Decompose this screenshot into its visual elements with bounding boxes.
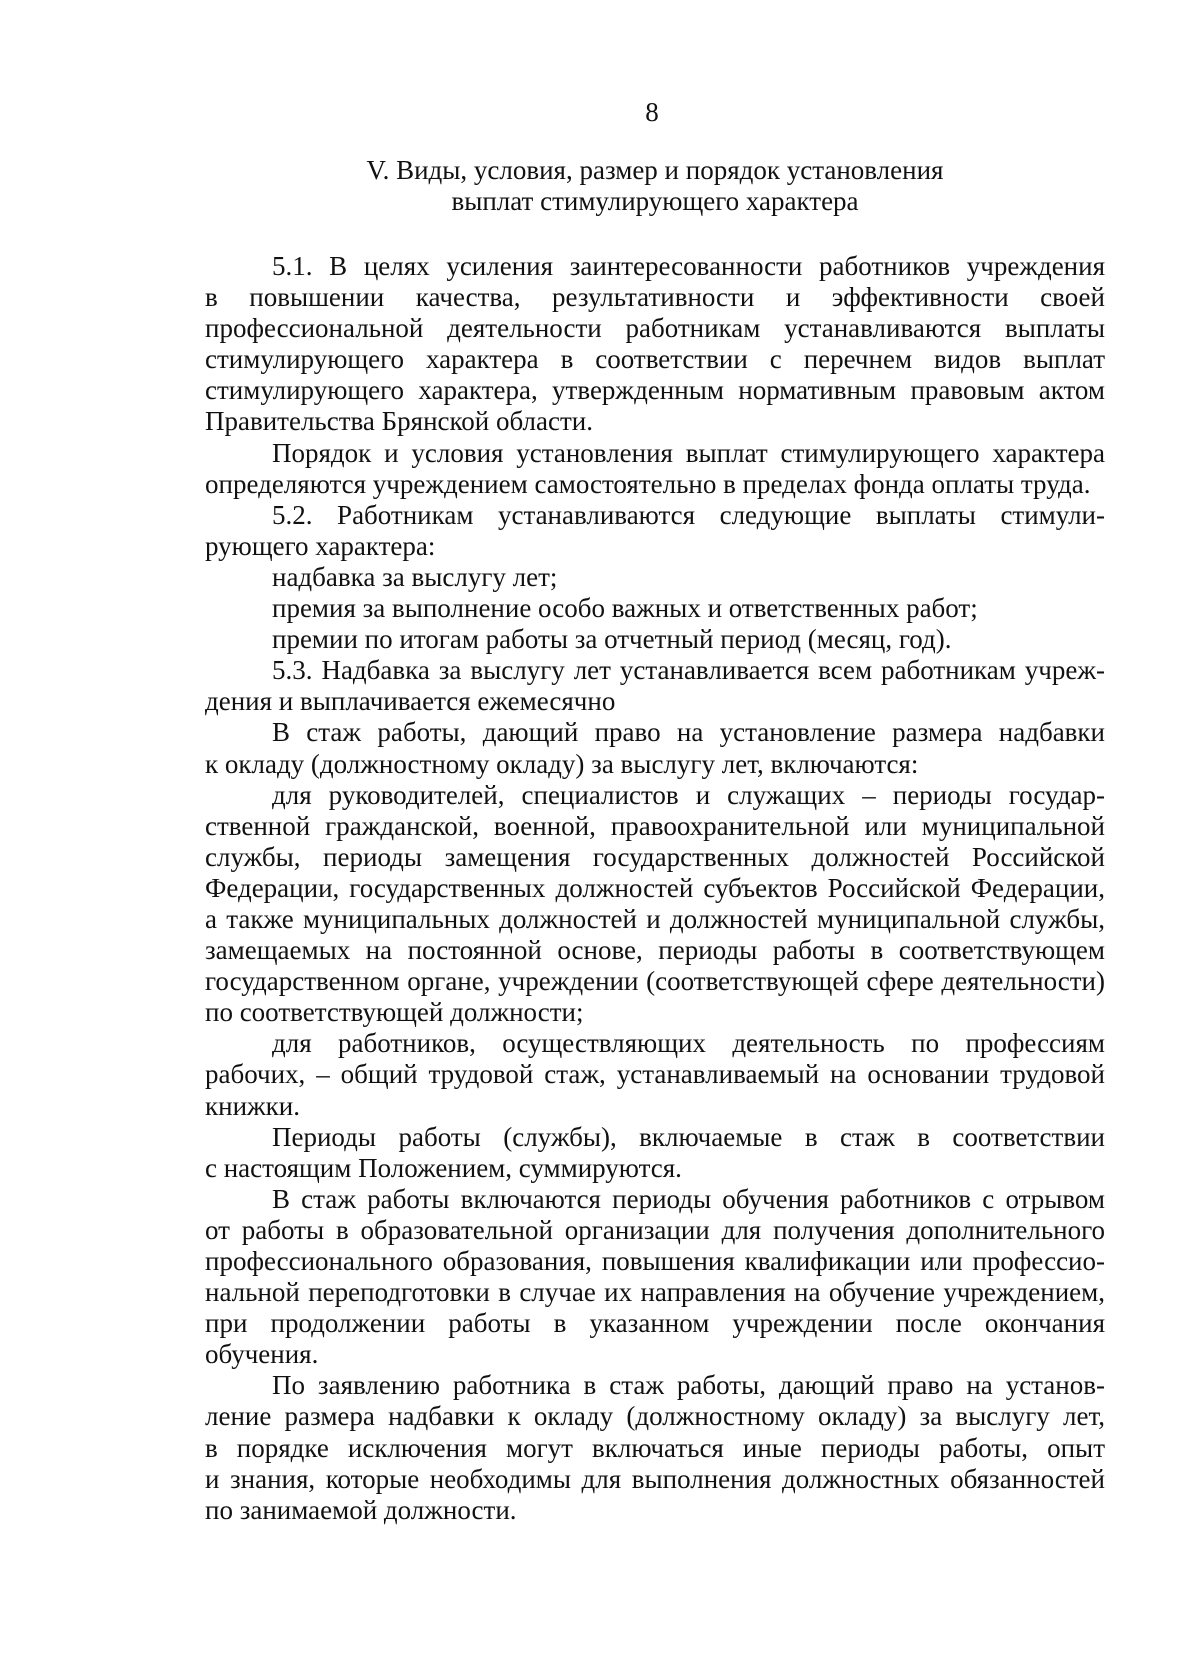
paragraph <box>205 593 1105 624</box>
text-line: книжки. <box>205 1090 300 1121</box>
text-line: замещаемых на постоянной основе, периоды работы в соответствующем <box>205 935 1105 966</box>
text-line: 5.1. В целях усиления заинтересованности работников учреждения <box>272 251 1105 281</box>
text-line: от работы в образовательной организации для получения дополнительного <box>205 1214 1105 1245</box>
text-line: и знания, которые необходимы для выполнения должностных обязанностей <box>205 1463 1105 1494</box>
text-line: службы, периоды замещения государственных должностей Российской <box>205 841 1105 872</box>
text-line: стимулирующего характера, утвержденным нормативным правовым актом <box>205 375 1105 406</box>
text-line: ственной гражданской, военной, правоохранительной или муниципальной <box>205 810 1105 841</box>
paragraph <box>205 500 1105 562</box>
text-line: Периоды работы (службы), включаемые в стаж в соответствии <box>272 1121 1105 1152</box>
text-line: нальной переподготовки в случае их направления на обучение учреждением, <box>205 1277 1105 1308</box>
text-line: для работников, осуществляющих деятельность по профессиям <box>272 1028 1105 1059</box>
text-line: В стаж работы включаются периоды обучения работников с отрывом <box>272 1183 1105 1214</box>
paragraph <box>205 655 1105 717</box>
text-line: По заявлению работника в стаж работы, дающий право на установ- <box>272 1370 1105 1401</box>
text-line: профессиональной деятельности работникам устанавливаются выплаты <box>205 313 1105 344</box>
text-line: в порядке исключения могут включаться иные периоды работы, опыт <box>205 1432 1105 1463</box>
paragraph <box>205 251 1105 438</box>
text-line: премии по итогам работы за отчетный период (месяц, год). <box>272 624 952 655</box>
text-line: с настоящим Положением, суммируются. <box>205 1152 682 1183</box>
text-line: Правительства Брянской области. <box>205 406 593 437</box>
text-line: стимулирующего характера в соответствии с перечнем видов выплат <box>205 344 1105 375</box>
paragraph <box>205 438 1105 500</box>
text-line: 5.3. Надбавка за выслугу лет устанавливается всем работникам учреж- <box>272 655 1105 686</box>
paragraph <box>205 1184 1105 1371</box>
text-line: ление размера надбавки к окладу (должностному окладу) за выслугу лет, <box>205 1401 1105 1432</box>
section-title <box>205 155 1105 217</box>
text-line: при продолжении работы в указанном учреждении после окончания <box>205 1308 1105 1339</box>
text-line: дения и выплачивается ежемесячно <box>205 686 616 717</box>
paragraph <box>205 780 1105 1029</box>
paragraph <box>205 1370 1105 1525</box>
text-line: Порядок и условия установления выплат стимулирующего характера <box>272 437 1105 468</box>
paragraph <box>205 717 1105 779</box>
paragraph <box>205 624 1105 655</box>
text-line: В стаж работы, дающий право на установление размера надбавки <box>272 717 1105 748</box>
text-line: по соответствующей должности; <box>205 997 584 1028</box>
text-line: Федерации, государственных должностей субъектов Российской Федерации, <box>205 872 1105 903</box>
section-title-line: V. Виды, условия, размер и порядок установления <box>366 155 944 185</box>
text-line: к окладу (должностному окладу) за выслугу лет, включаются: <box>205 748 919 779</box>
text-line: в повышении качества, результативности и эффективности своей <box>205 282 1105 313</box>
paragraph <box>205 1122 1105 1184</box>
section-title-line: выплат стимулирующего характера <box>451 186 859 216</box>
text-line: надбавка за выслугу лет; <box>272 561 558 592</box>
document-body <box>205 251 1105 1526</box>
text-line: для руководителей, специалистов и служащих – периоды государ- <box>272 779 1105 810</box>
text-line: 5.2. Работникам устанавливаются следующие выплаты стимули- <box>272 499 1105 530</box>
text-line: рабочих, – общий трудовой стаж, устанавливаемый на основании трудовой <box>205 1059 1105 1090</box>
text-line: обучения. <box>205 1339 319 1370</box>
paragraph <box>205 1028 1105 1121</box>
text-line: а также муниципальных должностей и должностей муниципальной службы, <box>205 903 1105 934</box>
page-number: 8 <box>645 97 659 127</box>
text-line: профессионального образования, повышения квалификации или профессио- <box>205 1246 1105 1276</box>
text-line: государственном органе, учреждении (соответствующей сфере деятельности) <box>205 966 1105 997</box>
paragraph <box>205 562 1105 593</box>
text-line: рующего характера: <box>205 530 436 561</box>
text-line: определяются учреждением самостоятельно в пределах фонда оплаты труда. <box>205 468 1091 499</box>
text-line: по занимаемой должности. <box>205 1494 517 1525</box>
text-line: премия за выполнение особо важных и ответственных работ; <box>272 593 978 624</box>
